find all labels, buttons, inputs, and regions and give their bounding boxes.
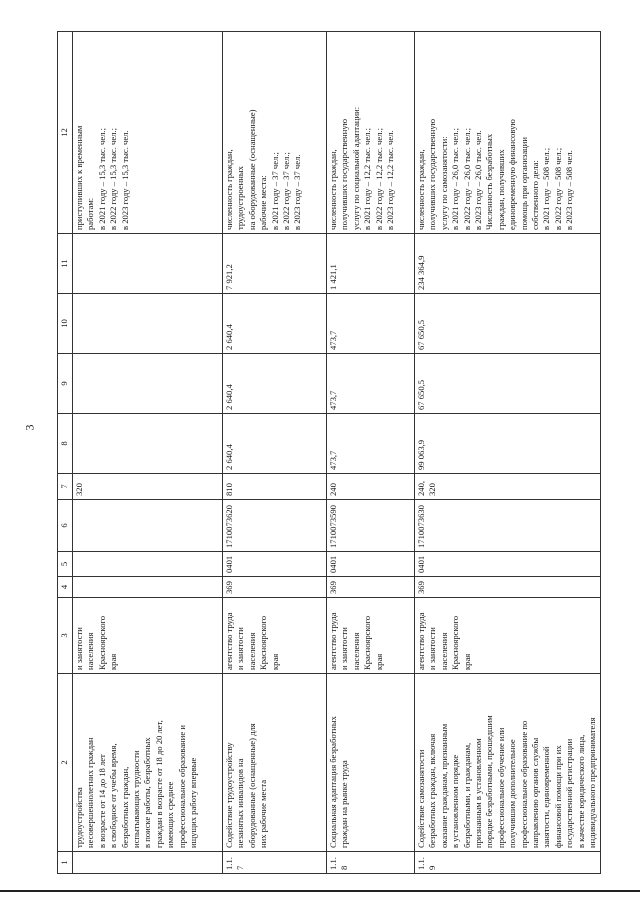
text-line: безработных граждан, включая	[427, 733, 438, 848]
text-line: в 2023 году – 26,0 тыс. чел.	[473, 130, 484, 230]
text-line: помощь при организации	[518, 137, 529, 230]
cell-2023: 67 650,5	[415, 294, 601, 354]
cell-grbs: 369	[415, 577, 601, 598]
text-line: государственной регистрации	[564, 738, 575, 848]
cell-2022: 2 640,4	[223, 354, 327, 414]
measure-name	[73, 674, 223, 852]
col-header: 4	[58, 577, 73, 598]
text-line: населения	[350, 632, 361, 670]
cell-2023: 2 640,4	[223, 294, 327, 354]
cell-expense-type: 240, 320	[415, 474, 601, 500]
page-number: 3	[22, 424, 37, 431]
text-line: трудоустроенных	[235, 166, 246, 230]
expected-result	[415, 32, 601, 234]
text-line: безработными, и гражданам,	[461, 742, 472, 848]
expected-result	[223, 32, 327, 234]
text-line: услугу по самозанятости:	[438, 136, 449, 230]
executor	[223, 598, 327, 674]
expected-result	[327, 32, 415, 234]
col-header: 1	[58, 852, 73, 874]
text-line: и занятости	[235, 627, 246, 670]
text-line: в установленном порядке	[450, 754, 461, 848]
table-row	[223, 32, 327, 874]
cell-grbs: 369	[327, 577, 415, 598]
cell-grbs: 369	[223, 577, 327, 598]
expected-result	[73, 32, 223, 234]
text-line: них рабочие места	[258, 779, 269, 848]
text-line: агентство труда	[224, 612, 234, 670]
text-line: финансовой помощи при их	[552, 745, 563, 848]
text-line: в 2023 году – 15,3 тыс. чел.	[119, 130, 130, 230]
executor	[73, 598, 223, 674]
header-row	[58, 32, 73, 874]
rotated-table-container	[57, 32, 598, 874]
text-line: в качестве юридического лица,	[575, 734, 586, 848]
text-line: собственного дела:	[530, 160, 541, 230]
cell-2023: 473,7	[327, 294, 415, 354]
cell-2021: 2 640,4	[223, 414, 327, 474]
text-line: безработных граждан,	[119, 766, 130, 848]
cell-grbs	[73, 577, 223, 598]
text-line: края	[269, 653, 280, 670]
budget-table	[57, 31, 601, 874]
text-line: численность граждан,	[224, 149, 234, 230]
text-line: оказание гражданам, признанным	[438, 723, 449, 848]
cell-target: 1710073620	[223, 500, 327, 552]
text-line: занятости, единовременной	[541, 746, 552, 848]
col-header: 9	[58, 354, 73, 414]
text-line: в 2023 году – 12,2 тыс. чел.	[385, 130, 396, 230]
text-line: населения	[85, 632, 96, 670]
text-line: в 2023 году – 37 чел.	[292, 154, 303, 230]
text-line: края	[461, 653, 472, 670]
cell-total: 1 421,1	[327, 234, 415, 294]
col-header: 7	[58, 474, 73, 500]
text-line: в поиске работы, безработных	[142, 737, 153, 848]
text-line: граждан, получивших	[495, 149, 506, 230]
text-line: Красноярского	[258, 615, 269, 670]
cell-total: 234 364,9	[415, 234, 601, 294]
cell-section: 0401	[327, 552, 415, 577]
text-line: испытывающих трудности	[131, 750, 142, 848]
text-line: ищущих работу впервые	[188, 757, 199, 848]
text-line: порядке безработными, прошедшим	[484, 715, 495, 848]
measure-name	[327, 674, 415, 852]
text-line: в 2021 году – 37 чел.;	[269, 152, 280, 230]
cell-target	[73, 500, 223, 552]
cell-2021	[73, 414, 223, 474]
cell-total	[73, 234, 223, 294]
text-line: получивших государственную	[427, 118, 438, 230]
text-line: и занятости	[427, 627, 438, 670]
cell-2021: 99 063,9	[415, 414, 601, 474]
text-line: получившим дополнительное	[507, 739, 518, 848]
col-header: 11	[58, 234, 73, 294]
text-line: в 2022 году – 26,0 тыс. чел.;	[461, 128, 472, 230]
text-line: и занятости	[74, 627, 84, 670]
row-id: 1.1.7	[223, 852, 327, 874]
row-id: 1.1.9	[415, 852, 601, 874]
measure-name	[415, 674, 601, 852]
executor	[415, 598, 601, 674]
cell-expense-type: 320	[73, 474, 223, 500]
cell-expense-type: 240	[327, 474, 415, 500]
measure-name	[223, 674, 327, 852]
text-line: несовершеннолетних граждан	[85, 737, 96, 848]
text-line: края	[108, 653, 119, 670]
cell-2021: 473,7	[327, 414, 415, 474]
text-line: признанным в установленном	[473, 738, 484, 848]
text-line: агентство труда	[328, 612, 338, 670]
text-line: в свободное от учебы время,	[108, 743, 119, 848]
cell-2022	[73, 354, 223, 414]
text-line: в 2023 году – 508 чел.	[564, 150, 575, 230]
text-line: Красноярского	[96, 615, 107, 670]
text-line: единовременную финансовую	[507, 119, 518, 230]
col-header: 5	[58, 552, 73, 577]
text-line: рабочие места:	[258, 175, 269, 230]
row-id: 1.1.8	[327, 852, 415, 874]
text-line: имеющих среднее	[165, 781, 176, 848]
text-line: в 2021 году – 15,3 тыс. чел.;	[96, 128, 107, 230]
text-line: в 2022 году – 15,3 тыс. чел.;	[108, 128, 119, 230]
text-line: индивидуального предпринимателя	[587, 717, 598, 848]
cell-section: 0401	[415, 552, 601, 577]
table-row	[327, 32, 415, 874]
text-line: в 2021 году – 508 чел.;	[541, 147, 552, 230]
executor	[327, 598, 415, 674]
cell-section	[73, 552, 223, 577]
text-line: граждан в возрасте от 18 до 20 лет,	[153, 720, 164, 848]
text-line: в 2021 году – 12,2 тыс. чел.;	[362, 128, 373, 230]
text-line: оборудованные (оснащенные) для	[246, 723, 257, 848]
text-line: приступивших к временным	[74, 125, 84, 230]
cell-section: 0401	[223, 552, 327, 577]
text-line: в 2022 году – 37 чел.;	[281, 152, 292, 230]
text-line: граждан на рынке труда	[339, 760, 350, 848]
text-line: незанятых инвалидов на	[235, 758, 246, 848]
col-header: 12	[58, 32, 73, 234]
text-line: населения	[246, 632, 257, 670]
cell-2022: 473,7	[327, 354, 415, 414]
col-header: 2	[58, 674, 73, 852]
text-line: получивших государственную	[339, 118, 350, 230]
text-line: агентство труда	[416, 612, 426, 670]
text-line: работам:	[85, 197, 96, 230]
text-line: в возрасте от 14 до 18 лет	[96, 754, 107, 848]
text-line: края	[373, 653, 384, 670]
cell-2023	[73, 294, 223, 354]
table-row	[73, 32, 223, 874]
col-header: 10	[58, 294, 73, 354]
scan-edge-line	[0, 890, 640, 892]
text-line: Красноярского	[362, 615, 373, 670]
cell-target: 1710073630	[415, 500, 601, 552]
col-header: 8	[58, 414, 73, 474]
text-line: направлению органов службы	[530, 737, 541, 848]
col-header: 6	[58, 500, 73, 552]
text-line: трудоустройства	[74, 787, 84, 848]
table-row	[415, 32, 601, 874]
text-line: Численность безработных	[484, 133, 495, 230]
cell-total: 7 921,2	[223, 234, 327, 294]
text-line: Содействие трудоустройству	[224, 742, 234, 848]
cell-target: 1710073590	[327, 500, 415, 552]
cell-2022: 67 650,5	[415, 354, 601, 414]
text-line: Содействие самозанятости	[416, 749, 426, 848]
text-line: численность граждан,	[328, 149, 338, 230]
text-line: в 2021 году – 26,0 тыс. чел.;	[450, 128, 461, 230]
text-line: и занятости	[339, 627, 350, 670]
text-line: профессиональное образование и	[176, 725, 187, 848]
text-line: услугу по социальной адаптации:	[350, 106, 361, 230]
cell-expense-type: 810	[223, 474, 327, 500]
text-line: Социальная адаптация безработных	[328, 716, 338, 848]
text-line: профессиональное образование по	[518, 720, 529, 848]
text-line: населения	[438, 632, 449, 670]
text-line: Красноярского	[450, 615, 461, 670]
text-line: в 2022 году – 12,2 тыс. чел.;	[373, 128, 384, 230]
text-line: профессиональное обучение или	[495, 727, 506, 848]
col-header: 3	[58, 598, 73, 674]
text-line: численность граждан,	[416, 149, 426, 230]
row-id	[73, 852, 223, 874]
text-line: на оборудованные (оснащенные)	[246, 109, 257, 230]
text-line: в 2022 году – 508 чел.;	[552, 147, 563, 230]
